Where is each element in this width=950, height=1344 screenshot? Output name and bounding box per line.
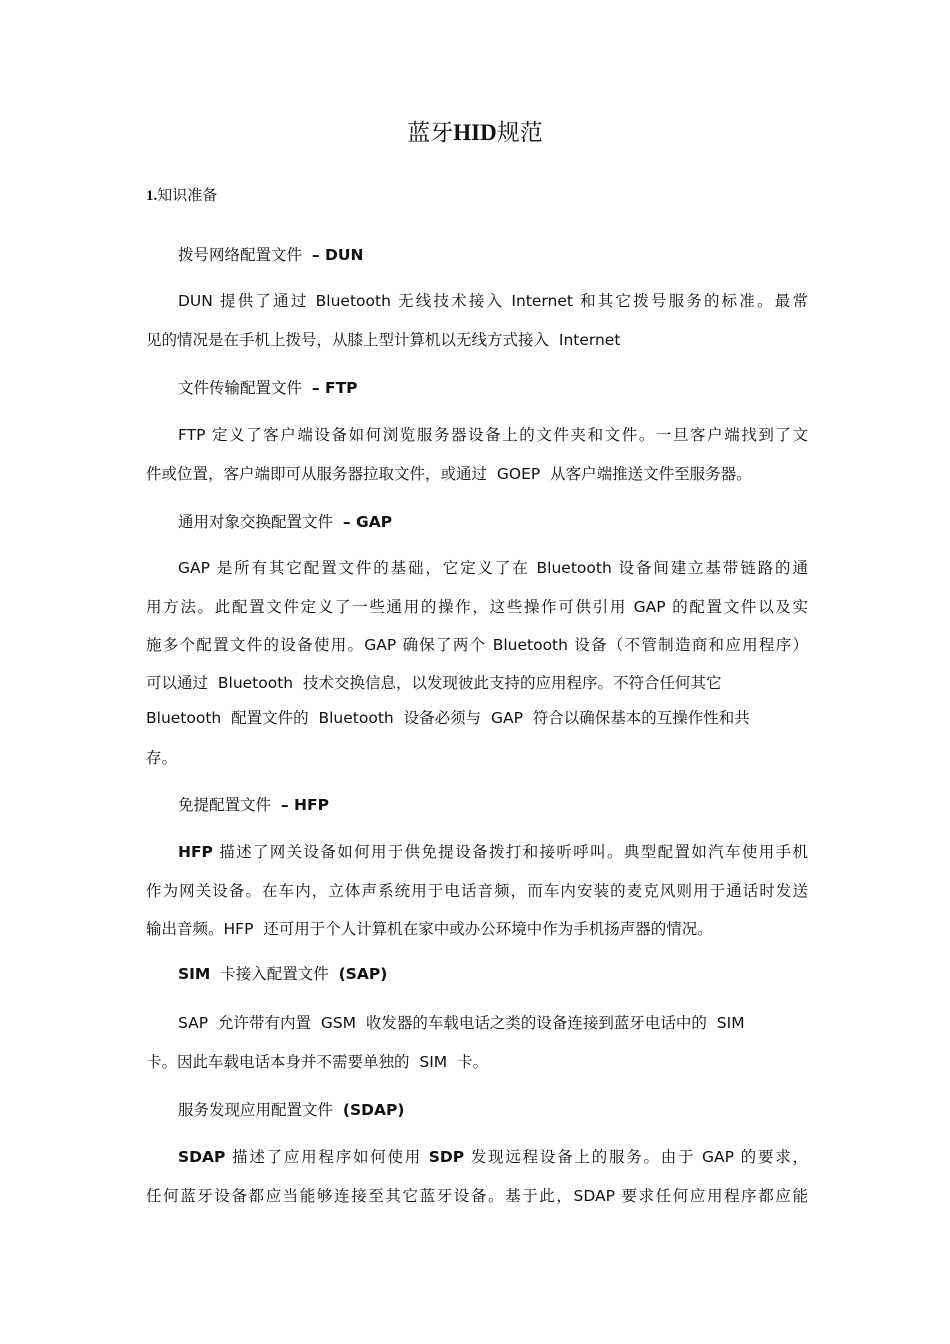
dun-term: Internet (558, 331, 621, 349)
gap-para-line-6 (146, 746, 808, 770)
gap-para-line-4 (146, 671, 808, 695)
sap-term: SAP (178, 1014, 209, 1032)
sdap-heading (178, 1098, 808, 1122)
dun-text: 无线技术接入 (398, 292, 505, 310)
hfp-text: 作为网关设备。在车内，立体声系统用于电话音频，而车内安装的麦克风则用于通话时发送 (146, 882, 808, 900)
title-prefix: 蓝牙 (407, 120, 454, 146)
section-number: 1. (146, 188, 158, 204)
gap-term: Bluetooth (146, 709, 222, 727)
hfp-term: HFP (178, 843, 213, 861)
gap-text: 配置文件的 (231, 709, 309, 727)
gap-term: Bluetooth (536, 559, 612, 577)
dun-text: 见的情况是在手机上拨号，从膝上型计算机以无线方式接入 (146, 331, 550, 349)
title-suffix: 规范 (496, 120, 543, 146)
ftp-heading-text: 文件传输配置文件 (178, 379, 303, 397)
page-title (0, 116, 950, 150)
sdap-term: SDP (428, 1148, 465, 1166)
dun-heading-text: 拨号网络配置文件 (178, 246, 303, 264)
section-heading-1 (146, 182, 217, 209)
dun-text: 提供了通过 (220, 292, 309, 310)
gap-text: 是所有其它配置文件的基础，它定义了在 (216, 559, 530, 577)
sap-heading-code: SIM (178, 965, 211, 983)
dun-heading (178, 243, 808, 267)
dun-text: 和其它拨号服务的标准。最常 (580, 292, 808, 310)
ftp-term: FTP (178, 426, 206, 444)
gap-term: GAP (490, 709, 523, 727)
hfp-para-line-2 (146, 879, 808, 903)
gap-text: 符合以确保基本的互操作性和共 (532, 709, 750, 727)
hfp-text: 输出音频。 (146, 920, 224, 938)
sap-para-line-1 (178, 1011, 808, 1035)
gap-para-line-5 (146, 706, 808, 730)
dun-term: Internet (511, 292, 573, 310)
dun-term: Bluetooth (315, 292, 391, 310)
ftp-heading (178, 376, 808, 400)
sap-heading-text: 卡接入配置文件 (220, 965, 329, 983)
ftp-heading-code: – FTP (311, 379, 358, 397)
sap-heading (178, 962, 808, 986)
sdap-term: GAP (702, 1148, 734, 1166)
sdap-text: 发现远程设备上的服务。由于 (470, 1148, 696, 1166)
gap-text: 技术交换信息，以发现彼此支持的应用程序。不符合任何其它 (302, 674, 722, 692)
sap-text: 卡。因此车载电话本身并不需要单独的 (146, 1053, 410, 1071)
hfp-term: HFP (223, 920, 254, 938)
sap-term: SIM (419, 1053, 448, 1071)
gap-term: Bluetooth (492, 636, 568, 654)
gap-term: GAP (178, 559, 210, 577)
hfp-para-line-1 (178, 840, 808, 864)
hfp-text: 描述了网关设备如何用于供免提设备拨打和接听呼叫。典型配置如汽车使用手机 (219, 843, 808, 861)
sdap-term: SDAP (178, 1148, 226, 1166)
sdap-heading-text: 服务发现应用配置文件 (178, 1101, 334, 1119)
gap-heading-text: 通用对象交换配置文件 (178, 513, 334, 531)
hfp-para-line-3 (146, 917, 808, 941)
gap-text: 确保了两个 (402, 636, 487, 654)
gap-heading-code: – GAP (342, 513, 393, 531)
gap-text: 设备间建立基带链路的通 (618, 559, 808, 577)
sap-heading-code: (SAP) (338, 965, 388, 983)
ftp-text: 定义了客户端设备如何浏览服务器设备上的文件夹和文件。一旦客户端找到了文 (211, 426, 808, 444)
dun-heading-code: – DUN (311, 246, 364, 264)
ftp-text: 件或位置，客户端即可从服务器拉取文件，或通过 (146, 465, 488, 483)
hfp-heading (178, 793, 808, 817)
hfp-heading-text: 免提配置文件 (178, 796, 272, 814)
dun-term: DUN (178, 292, 213, 310)
sdap-para-line-2 (146, 1184, 808, 1208)
sdap-text: 要求任何应用程序都应能 (621, 1187, 808, 1205)
sap-para-line-2 (146, 1050, 808, 1074)
sap-text: 允许带有内置 (217, 1014, 311, 1032)
sdap-text: 描述了应用程序如何使用 (232, 1148, 423, 1166)
dun-para-line-2 (146, 328, 808, 352)
ftp-term: GOEP (496, 465, 541, 483)
title-hid: HID (453, 120, 497, 145)
sdap-term: SDAP (573, 1187, 615, 1205)
sap-text: 收发器的车载电话之类的设备连接到蓝牙电话中的 (365, 1014, 707, 1032)
sdap-para-line-1 (178, 1145, 808, 1169)
gap-term: GAP (364, 636, 397, 654)
hfp-text: 还可用于个人计算机在家中或办公环境中作为手机扬声器的情况。 (263, 920, 713, 938)
sdap-text: 任何蓝牙设备都应当能够连接至其它蓝牙设备。基于此， (146, 1187, 574, 1205)
gap-text: 施多个配置文件的设备使用。 (146, 636, 365, 654)
gap-term: Bluetooth (217, 674, 294, 692)
gap-text: 设备必须与 (403, 709, 482, 727)
sap-text: 卡。 (457, 1053, 489, 1071)
gap-text: 存。 (146, 749, 178, 767)
sdap-text: 的要求， (740, 1148, 808, 1166)
gap-para-line-2 (146, 595, 808, 619)
gap-text: 可以通过 (146, 674, 209, 692)
gap-text: 设备（不管制造商和应用程序） (574, 636, 808, 654)
gap-text: 用方法。此配置文件定义了一些通用的操作，这些操作可供引用 (146, 598, 628, 616)
gap-heading (178, 510, 808, 534)
dun-para-line-1 (178, 289, 808, 313)
gap-term: GAP (633, 598, 666, 616)
sdap-heading-code: (SDAP) (342, 1101, 405, 1119)
section-label: 知识准备 (157, 186, 218, 204)
gap-term: Bluetooth (318, 709, 394, 727)
hfp-heading-code: – HFP (280, 796, 329, 814)
gap-para-line-1 (178, 556, 808, 580)
ftp-para-line-1 (178, 423, 808, 447)
gap-para-line-3 (146, 633, 808, 657)
sap-term: GSM (320, 1014, 357, 1032)
gap-text: 的配置文件以及实 (672, 598, 808, 616)
ftp-para-line-2 (146, 462, 808, 486)
sap-term: SIM (716, 1014, 745, 1032)
ftp-text: 从客户端推送文件至服务器。 (550, 465, 752, 483)
